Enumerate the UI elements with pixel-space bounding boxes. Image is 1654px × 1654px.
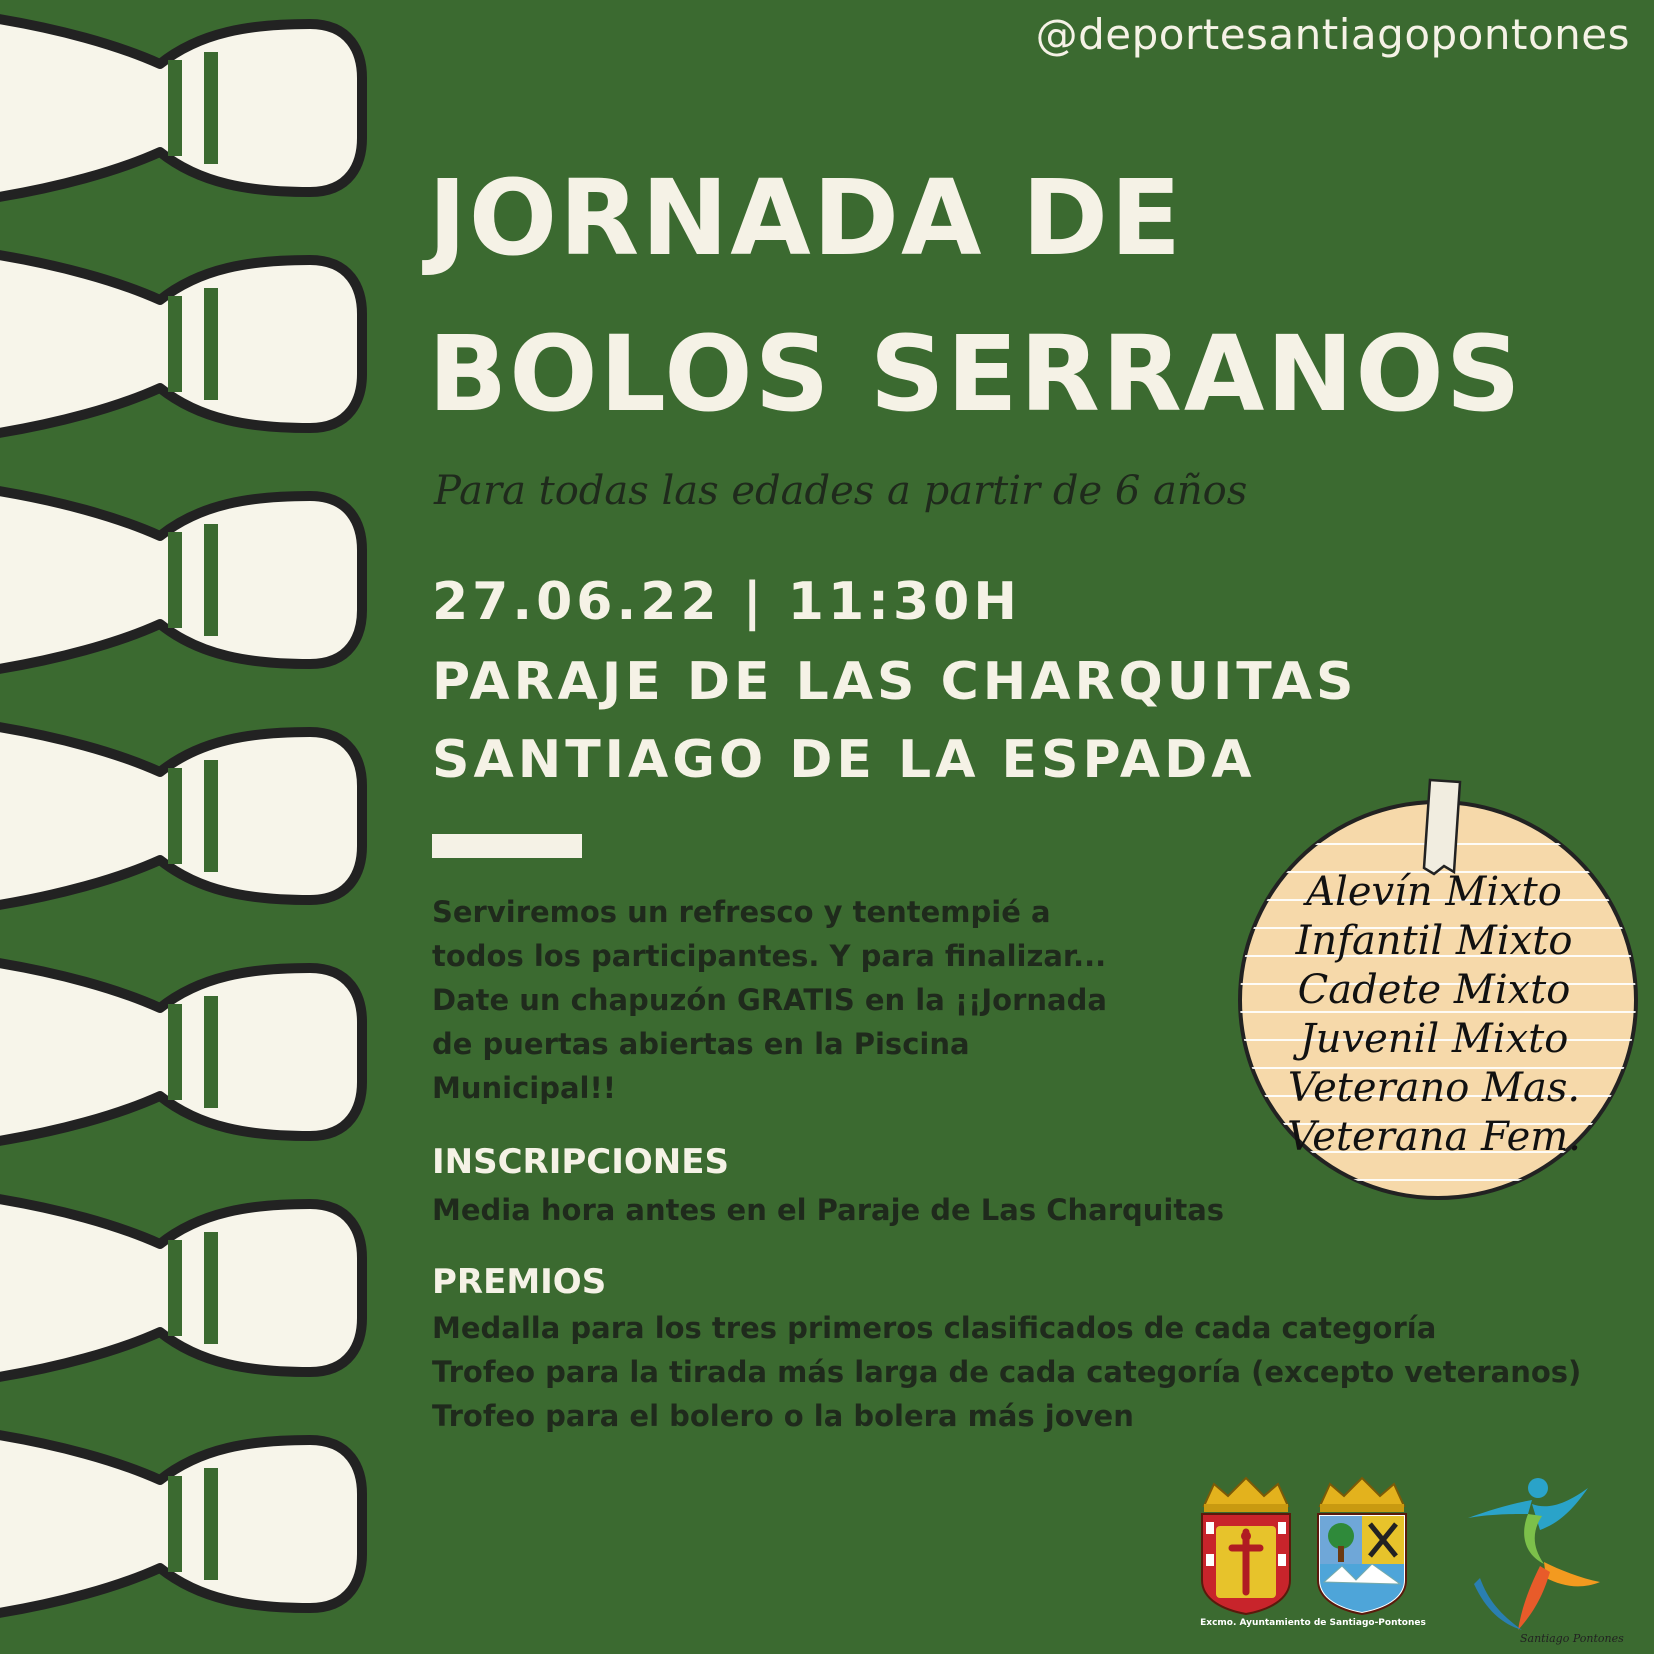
info-line: Municipal!! xyxy=(432,1071,616,1105)
info-paragraph xyxy=(432,890,1107,1110)
tape-icon xyxy=(1424,780,1460,874)
category-item: Juvenil Mixto xyxy=(1299,1016,1569,1062)
info-line: de puertas abiertas en la Piscina xyxy=(432,1027,970,1061)
premio-item: Trofeo para la tirada más larga de cada categoría (excepto veteranos) xyxy=(432,1355,1582,1389)
event-datetime: 27.06.22 | 11:30H xyxy=(432,572,1021,632)
inscripciones-title: INSCRIPCIONES xyxy=(432,1142,729,1182)
premio-item: Medalla para los tres primeros clasificados de cada categoría xyxy=(432,1311,1437,1345)
premio-item: Trofeo para el bolero o la bolera más joven xyxy=(432,1399,1134,1433)
sport-logo-text: Santiago Pontones xyxy=(1520,1632,1624,1645)
bowling-pin-icon xyxy=(0,1432,362,1616)
bowling-pin-icon xyxy=(0,960,362,1144)
bowling-pins-column xyxy=(0,0,380,1654)
coat-of-arms-icon xyxy=(1194,1476,1298,1616)
divider xyxy=(432,834,582,858)
event-place-line-1: PARAJE DE LAS CHARQUITAS xyxy=(432,652,1358,712)
ayuntamiento-label: Excmo. Ayuntamiento de Santiago-Pontones xyxy=(1200,1618,1426,1628)
category-item: Infantil Mixto xyxy=(1295,918,1573,964)
title-line-1: JORNADA DE xyxy=(428,157,1184,279)
category-item: Veterano Mas. xyxy=(1287,1065,1581,1111)
info-line: Date un chapuzón GRATIS en la ¡¡Jornada xyxy=(432,983,1107,1017)
event-place-line-2: SANTIAGO DE LA ESPADA xyxy=(432,730,1256,790)
info-line: todos los participantes. Y para finalizar... xyxy=(432,939,1107,973)
bowling-pin-icon xyxy=(0,252,362,436)
category-item: Alevín Mixto xyxy=(1306,869,1562,915)
runner-logo-icon xyxy=(1460,1474,1624,1654)
bowling-pin-icon xyxy=(0,724,362,908)
coat-of-arms-icon xyxy=(1310,1476,1414,1616)
bowling-pin-icon xyxy=(0,16,362,200)
social-handle: @deportesantiagopontones xyxy=(1035,10,1630,59)
subtitle: Para todas las edades a partir de 6 años xyxy=(434,468,1248,514)
info-line: Serviremos un refresco y tentempié a xyxy=(432,895,1051,929)
categories-list xyxy=(1234,868,1634,1162)
inscripciones-text: Media hora antes en el Paraje de Las Charquitas xyxy=(432,1193,1225,1227)
premios-list xyxy=(432,1306,1581,1438)
bowling-pin-icon xyxy=(0,488,362,672)
premios-title: PREMIOS xyxy=(432,1262,607,1302)
title-line-2: BOLOS SERRANOS xyxy=(428,313,1523,435)
page-title xyxy=(428,140,1523,452)
bowling-pin-icon xyxy=(0,1196,362,1380)
category-item: Veterana Fem. xyxy=(1287,1114,1581,1160)
category-item: Cadete Mixto xyxy=(1297,967,1571,1013)
